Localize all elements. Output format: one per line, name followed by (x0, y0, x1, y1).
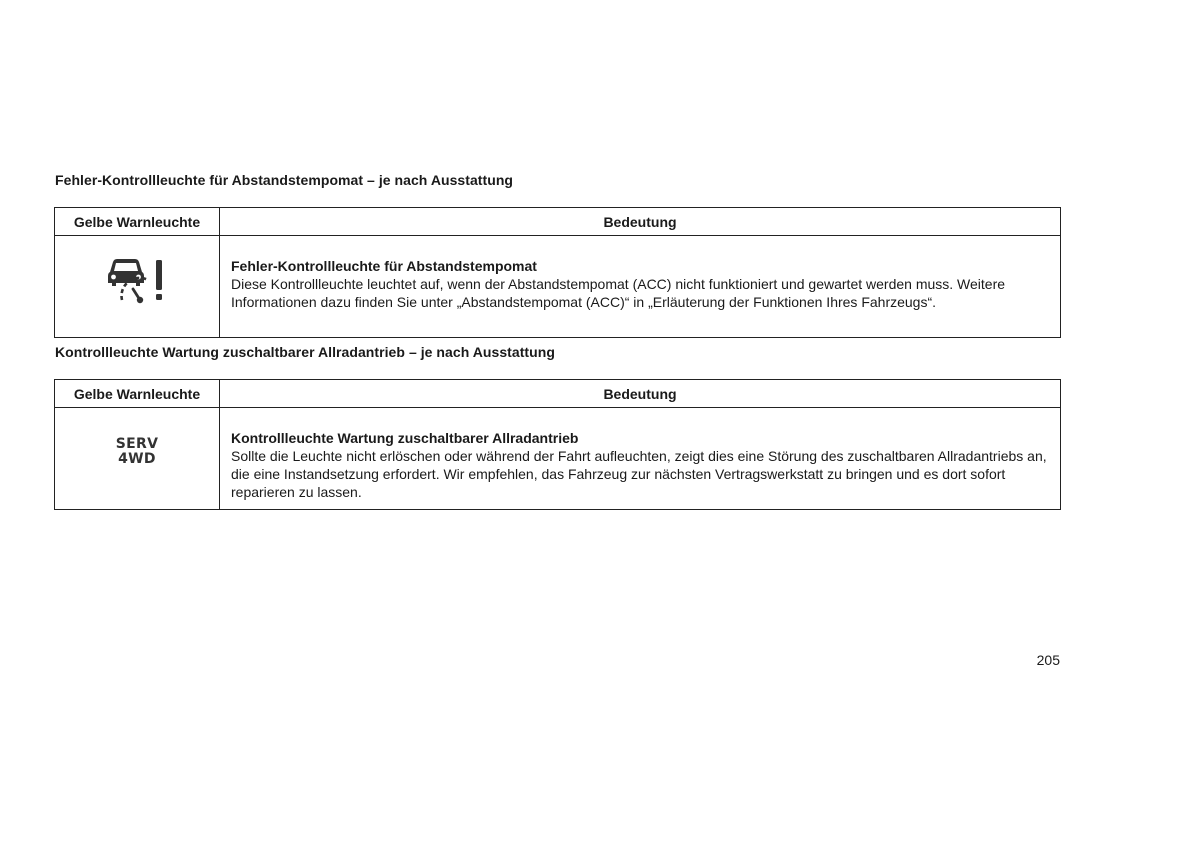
meaning-text: Diese Kontrollleuchte leuchtet auf, wenn der Abstandstempomat (ACC) nicht funktioniert und gewartet werden muss. Weitere Informationen dazu finden Sie unter „Abstandstempomat (ACC)“ in „Erläuterung der Funktionen Ihres Fahrzeugs“. (231, 276, 1006, 310)
table-row (55, 236, 1061, 338)
icon-cell (55, 408, 220, 510)
table-header-row (55, 380, 1061, 408)
page-number: 205 (1036, 652, 1060, 668)
4wd-label: 4WD (118, 450, 156, 467)
icon-cell (55, 236, 220, 338)
section-heading-4wd: Kontrollleuchte Wartung zuschaltbarer Allradantrieb – je nach Ausstattung (55, 344, 555, 360)
serv-label: SERV (115, 435, 159, 452)
meaning-title: Kontrollleuchte Wartung zuschaltbarer Allradantrieb (231, 430, 579, 446)
section-heading-acc: Fehler-Kontrollleuchte für Abstandstempomat – je nach Ausstattung (55, 172, 514, 188)
column-header-meaning: Bedeutung (220, 208, 1061, 236)
meaning-text: Sollte die Leuchte nicht erlöschen oder während der Fahrt aufleuchten, zeigt dies eine Störung des zuschaltbaren Allradantriebs an, die eine Instandsetzung erfordert. Wir empfehlen, das Fahrzeug zur nächsten Vertragswerkstatt zu bringen und es dort sofort reparieren zu lassen. (231, 448, 1047, 500)
table-header-row (55, 208, 1061, 236)
table-row (55, 408, 1061, 510)
meaning-cell (220, 236, 1061, 338)
column-header-meaning: Bedeutung (220, 380, 1061, 408)
meaning-cell (220, 408, 1061, 510)
warning-table-4wd (54, 379, 1061, 510)
acc-fault-warning-icon (102, 250, 172, 310)
warning-table-acc (54, 207, 1061, 338)
column-header-warning-light: Gelbe Warnleuchte (55, 380, 220, 408)
meaning-title: Fehler-Kontrollleuchte für Abstandstempomat (231, 258, 537, 274)
column-header-warning-light: Gelbe Warnleuchte (55, 208, 220, 236)
serv-4wd-icon (116, 437, 158, 467)
